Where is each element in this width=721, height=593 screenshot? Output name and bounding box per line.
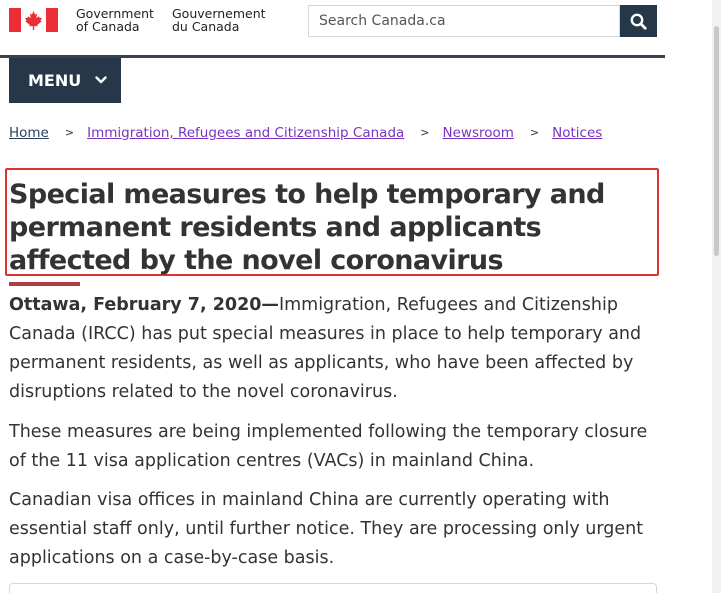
breadcrumb-separator: > [64, 126, 75, 139]
breadcrumb-separator: > [420, 126, 430, 139]
scrollbar-thumb[interactable] [714, 26, 719, 256]
breadcrumb-home[interactable]: Home [9, 125, 49, 141]
search-icon [630, 13, 647, 30]
signature-english[interactable] [76, 7, 154, 33]
signature-english-line2: of Canada [76, 19, 140, 34]
related-links-panel [9, 583, 657, 593]
signature-french[interactable] [172, 7, 266, 33]
title-accent-bar [9, 282, 80, 286]
intro-paragraph [9, 291, 659, 407]
site-header [0, 0, 721, 56]
search-button[interactable] [620, 5, 657, 37]
menu-button[interactable] [9, 58, 121, 103]
breadcrumb-ircc[interactable]: Immigration, Refugees and Citizenship Canada [87, 125, 405, 141]
breadcrumb-newsroom[interactable]: Newsroom [442, 125, 514, 141]
signature-french-line2: du Canada [172, 19, 240, 34]
intro-paragraph-text: Immigration, Refugees and Citizenship Canada (IRCC) has put special measures in place to help temporary and permanent residents, as well as applicants, who have been affected by disruptions related to the novel coronavirus. [9, 295, 642, 402]
menu-label: MENU [28, 71, 82, 90]
breadcrumb-notices[interactable]: Notices [552, 125, 603, 141]
signature-french-line1: Gouvernement [172, 6, 266, 21]
signature-english-line1: Government [76, 6, 154, 21]
chevron-down-icon [95, 75, 107, 85]
search-input[interactable] [309, 6, 619, 36]
dateline: Ottawa, February 7, 2020— [9, 295, 279, 315]
breadcrumb [9, 125, 669, 141]
page-title: Special measures to help temporary and permanent residents and applicants affected by the novel coronavirus [9, 179, 605, 276]
search-box [308, 5, 620, 37]
body-paragraph-vac-closure: These measures are being implemented following the temporary closure of the 11 visa application centres (VACs) in mainland China. [9, 422, 648, 471]
body-paragraph-visa-offices: Canadian visa offices in mainland China are currently operating with essential staff only, until further notice. They are processing only urgent applications on a case-by-case basis. [9, 490, 644, 568]
canada-flag-icon[interactable] [9, 8, 58, 32]
breadcrumb-separator: > [529, 126, 540, 139]
